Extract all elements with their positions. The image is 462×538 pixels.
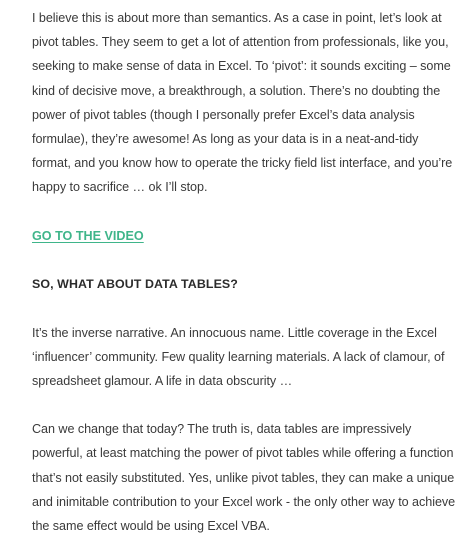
article-body bbox=[32, 6, 456, 538]
paragraph-change-today: Can we change that today? The truth is, data tables are impressively powerful, at least matching the power of pivot tables while offering a function that’s not easily substituted. Yes, unlike pivot tables, they can make a unique and inimitable contribution to your Excel work - the only other way to achieve the same effect would be using Excel VBA. bbox=[32, 422, 456, 534]
section-heading-data-tables: SO, WHAT ABOUT DATA TABLES? bbox=[32, 276, 238, 291]
go-to-video-link[interactable]: GO TO THE VIDEO bbox=[32, 228, 144, 243]
paragraph-pivot-tables: I believe this is about more than semantics. As a case in point, let’s look at pivot tables. They seem to get a lot of attention from professionals, like you, seeking to make sense of data in Excel. To ‘pivot’: it sounds exciting – some kind of decisive move, a breakthrough, a solution. There’s no doubting the power of pivot tables (though I personally prefer Excel’s data analysis formulae), they’re awesome! As long as your data is in a neat-and-tidy format, and you know how to operate the tricky field list interface, and you’re happy to sacrifice … ok I’ll stop. bbox=[32, 11, 453, 195]
paragraph-inverse-narrative: It’s the inverse narrative. An innocuous name. Little coverage in the Excel ‘influencer’ community. Few quality learning materials. A lack of clamour, of spreadsheet glamour. A life in data obscurity … bbox=[32, 325, 445, 389]
video-link-container bbox=[32, 224, 456, 248]
